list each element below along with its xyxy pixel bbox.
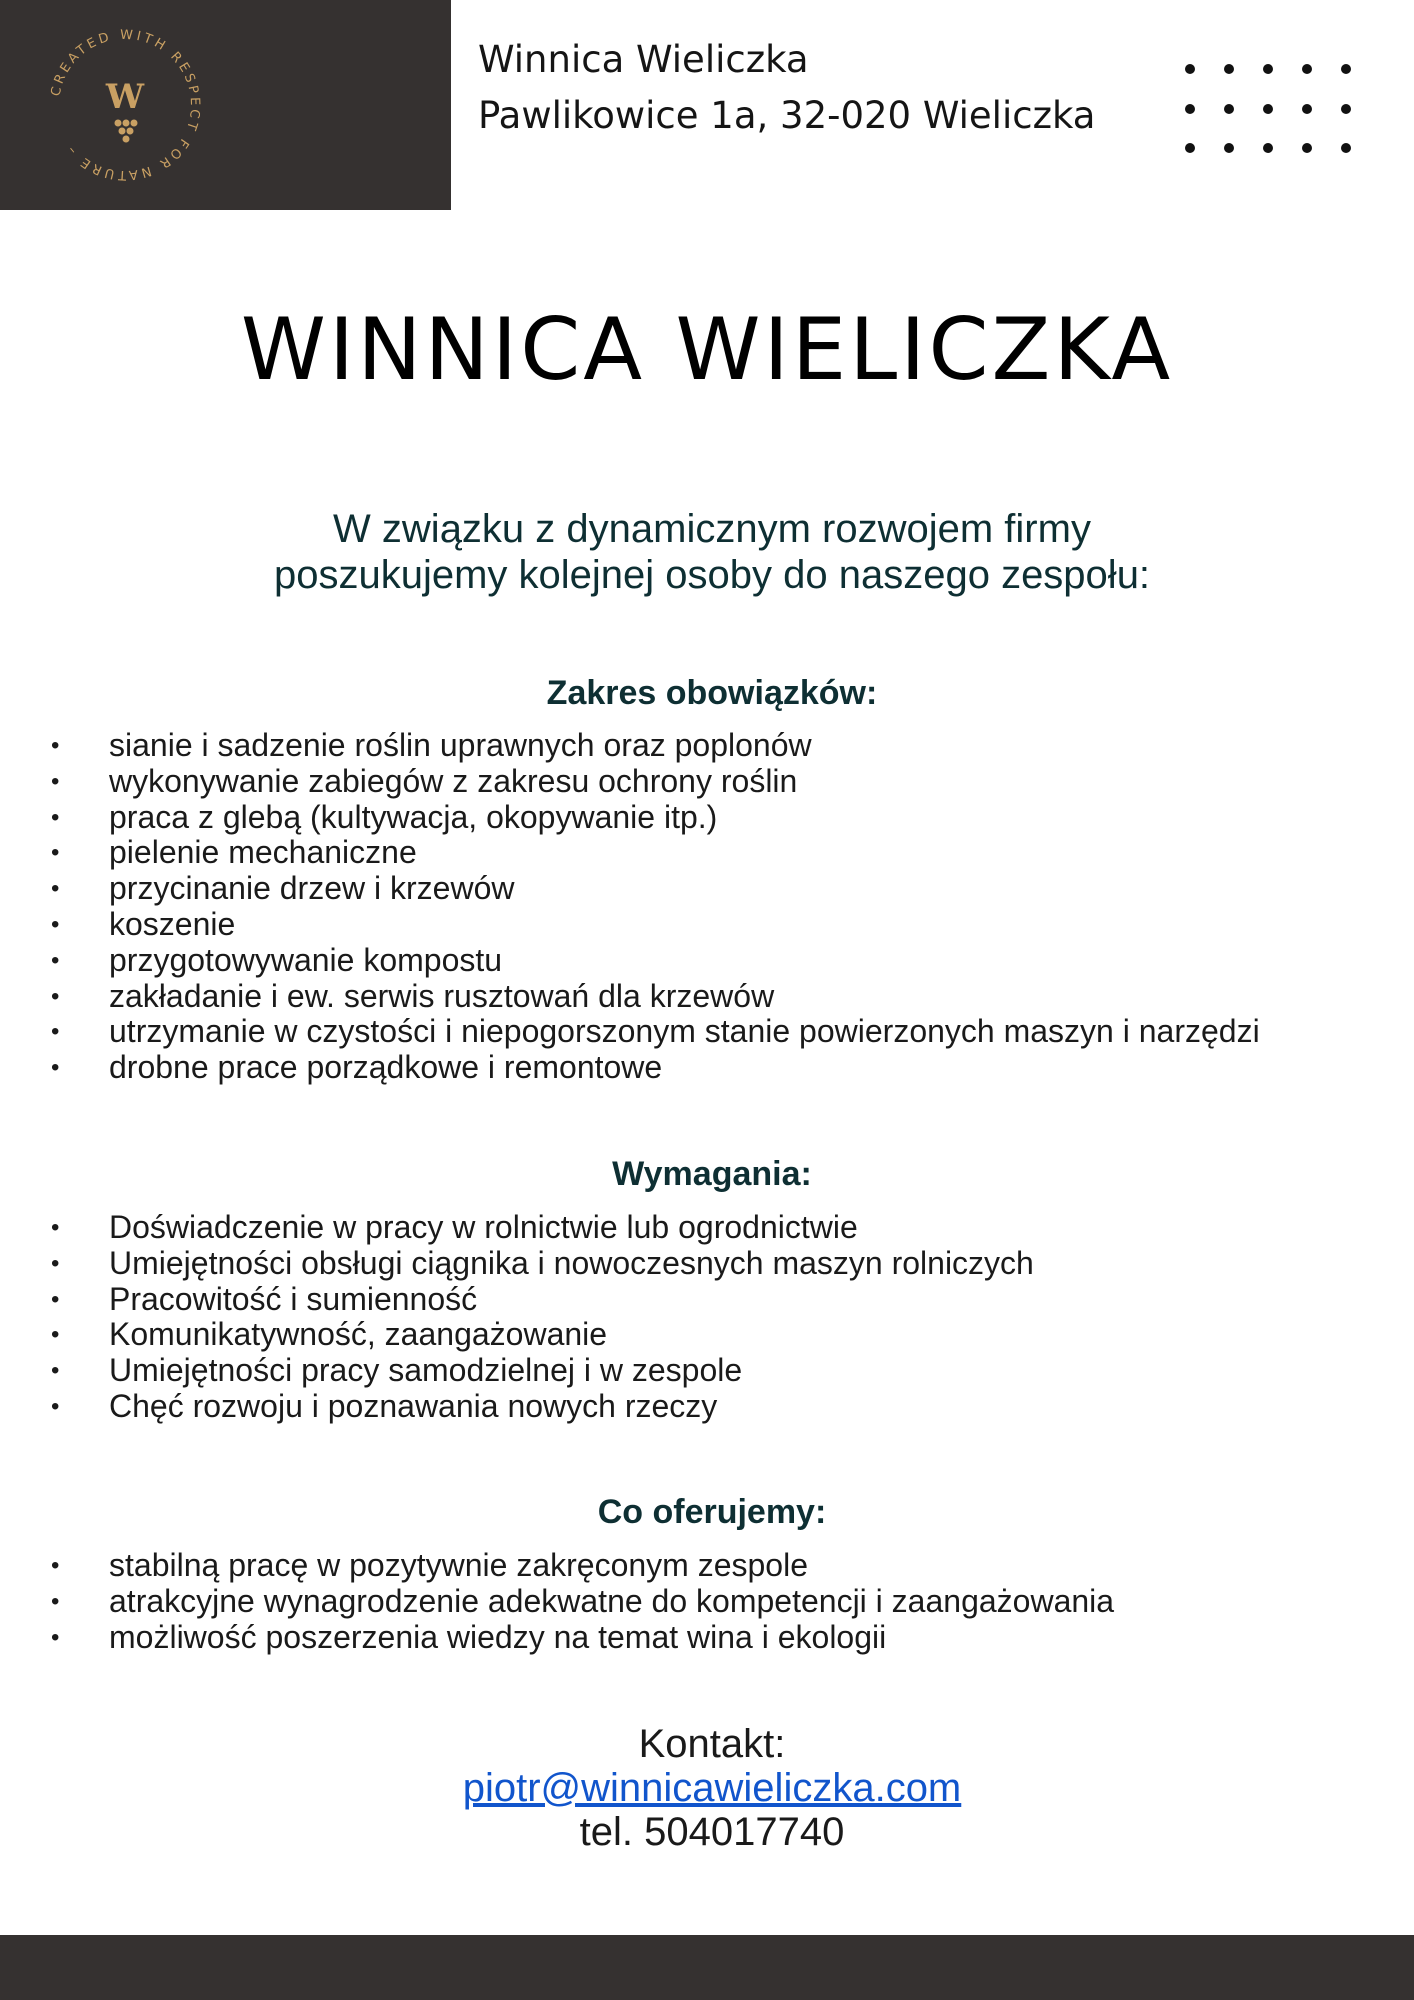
list-item: • wykonywanie zabiegów z zakresu ochrony roślin (0, 764, 1260, 800)
offer-heading: Co oferujemy: (597, 1493, 827, 1531)
requirements-heading: Wymagania: (612, 1155, 812, 1193)
list-item: • zakładanie i ew. serwis rusztowań dla krzewów (0, 979, 1260, 1015)
list-item: • drobne prace porządkowe i remontowe (0, 1050, 1260, 1086)
contact-email-link[interactable]: piotr@winnicawieliczka.com (462, 1766, 962, 1810)
company-address-block (478, 32, 1095, 144)
contact-phone: tel. 504017740 (579, 1810, 845, 1854)
list-item: • Pracowitość i sumienność (0, 1282, 1034, 1318)
list-item: • pielenie mechaniczne (0, 835, 1260, 871)
intro-text (0, 506, 1414, 598)
list-item: • praca z glebą (kultywacja, okopywanie itp.) (0, 800, 1260, 836)
logo-letter: W (105, 77, 145, 117)
list-item: • sianie i sadzenie roślin uprawnych oraz poplonów (0, 728, 1260, 764)
list-item: • utrzymanie w czystości i niepogorszonym stanie powierzonych maszyn i narzędzi (0, 1014, 1260, 1050)
list-item: • atrakcyjne wynagrodzenie adekwatne do kompetencji i zaangażowania (0, 1584, 1114, 1620)
company-name: Winnica Wieliczka (478, 38, 809, 81)
dot-grid-icon (1180, 57, 1360, 167)
offer-list (0, 1548, 1114, 1655)
vineyard-seal-logo (40, 20, 210, 190)
logo-ring-text: CREATED WITH RESPECT FOR NATURE – (48, 27, 203, 183)
requirements-list (0, 1210, 1034, 1425)
list-item: • przygotowywanie kompostu (0, 943, 1260, 979)
intro-line-1: W związku z dynamicznym rozwojem firmy (333, 507, 1091, 551)
list-item: • stabilną pracę w pozytywnie zakręconym zespole (0, 1548, 1114, 1584)
list-item: • Umiejętności pracy samodzielnej i w zespole (0, 1353, 1034, 1389)
list-item: • Umiejętności obsługi ciągnika i nowoczesnych maszyn rolniczych (0, 1246, 1034, 1282)
duties-heading: Zakres obowiązków: (546, 674, 878, 712)
intro-line-2: poszukujemy kolejnej osoby do naszego zespołu: (273, 553, 1151, 597)
page-title: WINNICA WIELICZKA (240, 300, 1174, 400)
grape-icon (115, 120, 138, 143)
list-item: • koszenie (0, 907, 1260, 943)
footer-bar (0, 1935, 1414, 2000)
logo-panel (0, 0, 451, 210)
contact-block (0, 1722, 1414, 1854)
list-item: • Komunikatywność, zaangażowanie (0, 1317, 1034, 1353)
contact-label: Kontakt: (638, 1722, 786, 1766)
company-address: Pawlikowice 1a, 32-020 Wieliczka (478, 94, 1096, 137)
duties-list (0, 728, 1260, 1086)
list-item: • Doświadczenie w pracy w rolnictwie lub ogrodnictwie (0, 1210, 1034, 1246)
list-item: • Chęć rozwoju i poznawania nowych rzeczy (0, 1389, 1034, 1425)
list-item: • przycinanie drzew i krzewów (0, 871, 1260, 907)
list-item: • możliwość poszerzenia wiedzy na temat wina i ekologii (0, 1620, 1114, 1656)
